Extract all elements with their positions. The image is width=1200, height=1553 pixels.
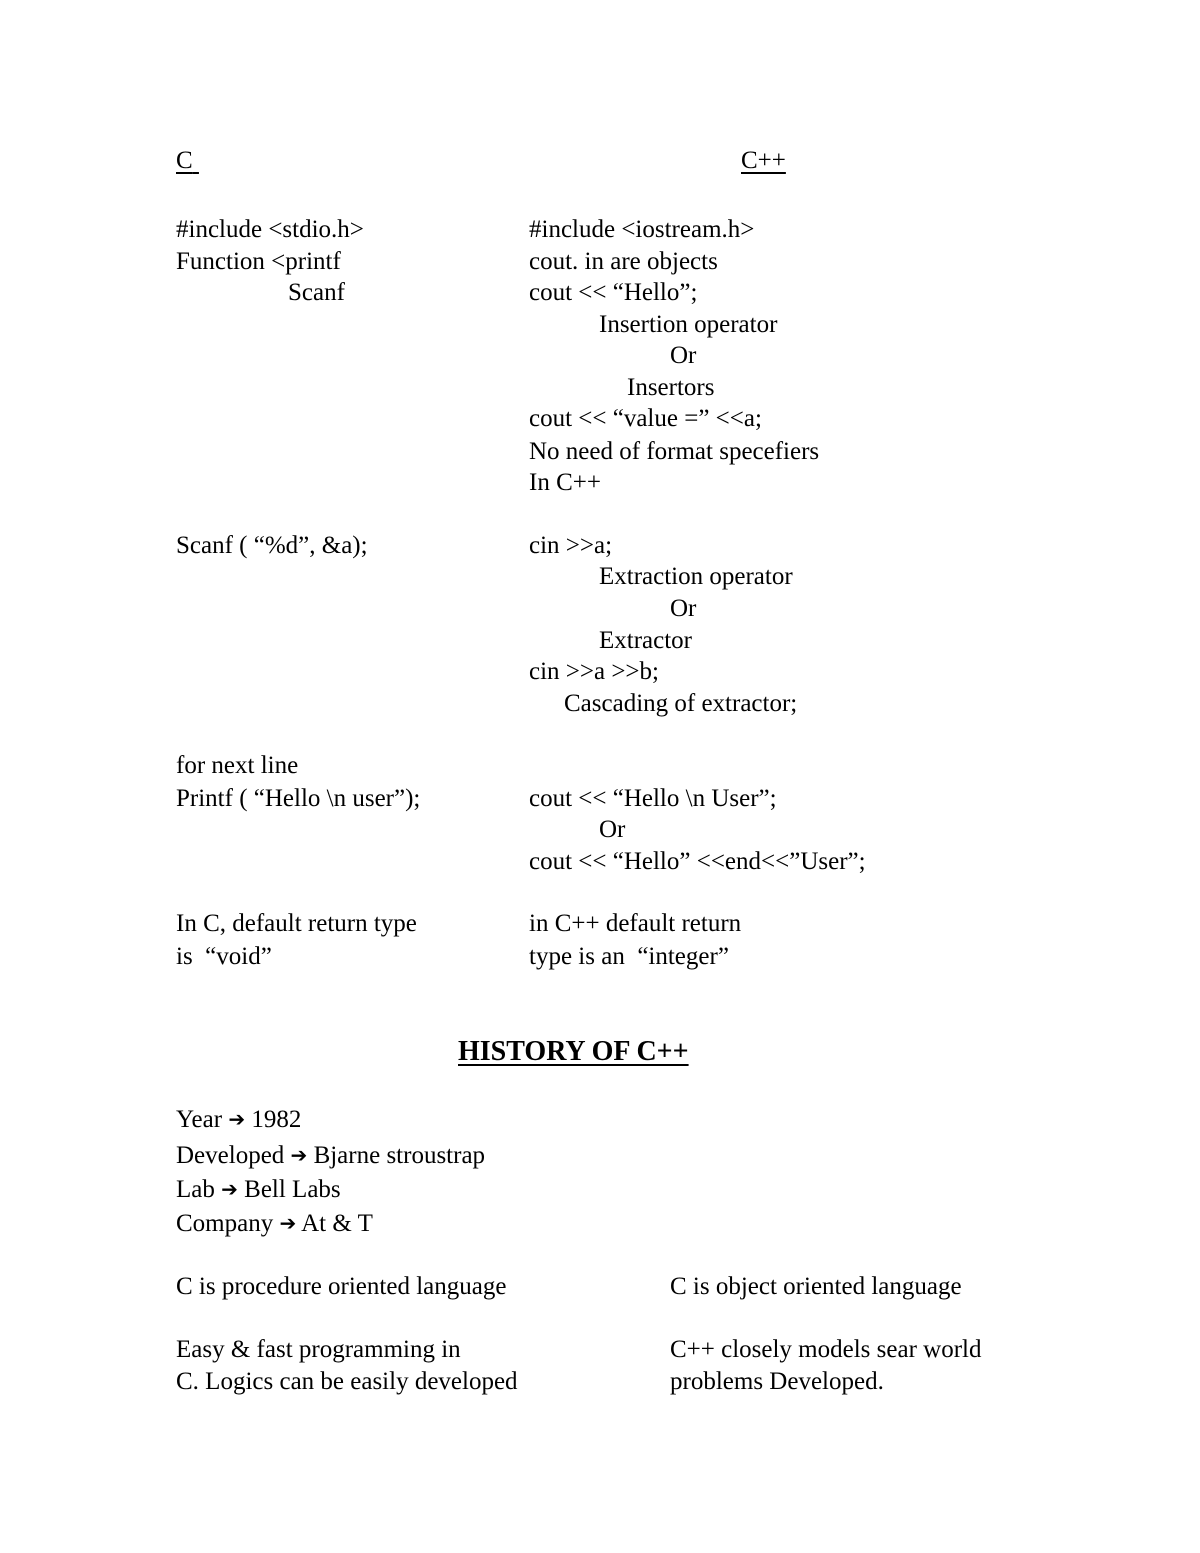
c-line: Scanf bbox=[288, 279, 345, 306]
cpp-line: Or bbox=[670, 342, 697, 369]
arrow-right-icon: ➔ bbox=[279, 1211, 297, 1235]
cpp-line: #include <iostream.h> bbox=[529, 216, 755, 243]
cpp-line: Insertors bbox=[627, 374, 715, 401]
cpp-line: cout << “value =” <<a; bbox=[529, 405, 762, 432]
cpp-line: cout. in are objects bbox=[529, 248, 718, 275]
history-fact-developed bbox=[176, 1141, 485, 1171]
cpp-line: cout << “Hello” <<end<<”User”; bbox=[529, 848, 866, 875]
cpp-line: cout << “Hello”; bbox=[529, 279, 698, 306]
cpp-line: No need of format specefiers bbox=[529, 438, 820, 465]
c-column-header: C bbox=[176, 147, 193, 174]
cpp-line: cout << “Hello \n User”; bbox=[529, 785, 777, 812]
arrow-right-icon: ➔ bbox=[228, 1107, 246, 1131]
cpp-line: Extraction operator bbox=[599, 563, 793, 590]
fact-value: Bell Labs bbox=[244, 1176, 341, 1203]
cpp-line: cin >>a; bbox=[529, 532, 613, 559]
fact-label: Lab bbox=[176, 1176, 215, 1203]
c-line: for next line bbox=[176, 752, 299, 779]
compare-right-line: C is object oriented language bbox=[670, 1273, 962, 1300]
fact-value: Bjarne stroustrap bbox=[313, 1142, 486, 1169]
cpp-line: Or bbox=[599, 816, 626, 843]
arrow-right-icon: ➔ bbox=[221, 1177, 238, 1201]
cpp-line: In C++ bbox=[529, 469, 601, 496]
arrow-right-icon: ➔ bbox=[290, 1143, 308, 1167]
c-line: #include <stdio.h> bbox=[176, 216, 364, 243]
compare-left-line: Easy & fast programming in bbox=[176, 1336, 461, 1363]
cpp-line: Insertion operator bbox=[599, 311, 778, 338]
c-line: In C, default return type bbox=[176, 910, 417, 937]
fact-label: Company bbox=[176, 1210, 274, 1237]
compare-left-line: C is procedure oriented language bbox=[176, 1273, 507, 1300]
fact-label: Developed bbox=[176, 1142, 285, 1169]
cpp-line: type is an “integer” bbox=[529, 943, 729, 970]
c-line: Printf ( “Hello \n user”); bbox=[176, 785, 421, 812]
history-fact-lab bbox=[176, 1175, 341, 1205]
compare-right-line: C++ closely models sear world bbox=[670, 1336, 982, 1363]
history-heading: HISTORY OF C++ bbox=[458, 1036, 689, 1067]
fact-label: Year bbox=[176, 1106, 223, 1133]
cpp-line: Cascading of extractor; bbox=[564, 690, 798, 717]
history-fact-year bbox=[176, 1105, 301, 1135]
history-fact-company bbox=[176, 1209, 373, 1239]
compare-left-line: C. Logics can be easily developed bbox=[176, 1368, 518, 1395]
cpp-line: Extractor bbox=[599, 627, 693, 654]
cpp-line: Or bbox=[670, 595, 697, 622]
fact-value: At & T bbox=[301, 1210, 373, 1237]
c-line: is “void” bbox=[176, 943, 272, 970]
cpp-line: cin >>a >>b; bbox=[529, 658, 659, 685]
compare-right-line: problems Developed. bbox=[670, 1368, 884, 1395]
c-line: Scanf ( “%d”, &a); bbox=[176, 532, 368, 559]
c-line: Function <printf bbox=[176, 248, 341, 275]
cpp-column-header: C++ bbox=[741, 147, 786, 174]
fact-value: 1982 bbox=[251, 1106, 302, 1133]
cpp-line: in C++ default return bbox=[529, 910, 742, 937]
